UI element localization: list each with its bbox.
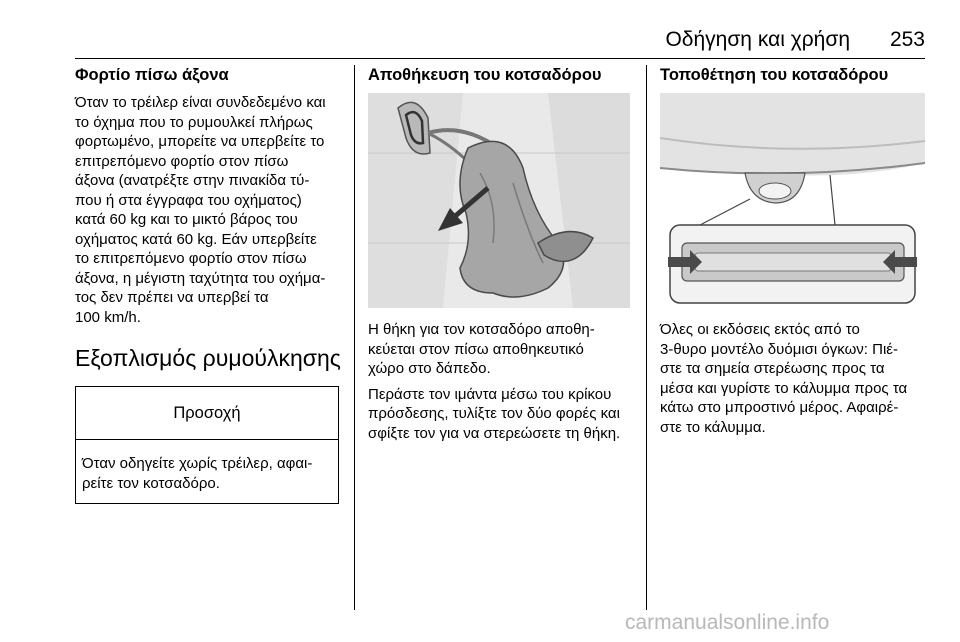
caution-box xyxy=(75,386,339,504)
bumper-cover-illustration xyxy=(660,93,925,308)
storage-heading: Αποθήκευση του κοτσαδόρου xyxy=(368,66,602,84)
column-1 xyxy=(75,65,343,504)
page-header xyxy=(0,28,960,58)
header-title: Οδήγηση και χρήση xyxy=(665,28,850,51)
fitting-heading: Τοποθέτηση του κοτσαδόρου xyxy=(660,66,889,84)
column-divider-1 xyxy=(354,65,355,610)
tow-bar-bag-illustration xyxy=(368,93,630,308)
storage-paragraph-1: Η θήκη για τον κοτσαδόρο αποθη- κεύεται στον πίσω αποθηκευτικό χώρο στο δάπεδο. xyxy=(368,321,595,377)
rear-axle-load-paragraph: Όταν το τρέιλερ είναι συνδεδεμένο και το όχημα που το ρυμουλκεί πλήρως φορτωμένο, μπορείτε να υπερβείτε το επιτρεπόμενο φορτίο στον πίσω άξονα (ανατρέξτε στην πινακίδα τύ- που ή στα έγγραφα του οχήματος) κατά 60 kg και το μικτό βάρος του οχήματος κατά 60 kg. Εάν υπερβείτε το επιτρεπόμενο φορτίο στον πίσω άξονα, η μέγιστη ταχύτητα του οχήμα- τος δεν πρέπει να υπερβεί τα 100 km/h. xyxy=(75,94,326,326)
caution-text: Όταν οδηγείτε χωρίς τρέιλερ, αφαι- ρείτε τον κοτσαδόρο. xyxy=(82,455,313,492)
watermark: carmanualsonline.info xyxy=(625,611,830,634)
towing-equipment-title: Εξοπλισμός ρυμούλκησης xyxy=(75,345,341,371)
storage-paragraph-2: Περάστε τον ιμάντα μέσω του κρίκου πρόσδεσης, τυλίξτε τον δύο φορές και σφίξτε τον για να στερεώσετε τη θήκη. xyxy=(368,385,621,442)
column-3 xyxy=(660,65,928,437)
header-rule xyxy=(75,58,925,59)
page-number: 253 xyxy=(889,28,925,51)
caution-title: Προσοχή xyxy=(76,387,338,440)
column-2 xyxy=(368,65,633,443)
fitting-paragraph: Όλες οι εκδόσεις εκτός από το 3-θυρο μοντέλο δυόμισι όγκων: Πιέ- στε τα σημεία στερέωσης προς τα μέσα και γυρίστε το κάλυμμα προς τα κάτω στο μπροστινό μέρος. Αφαιρέ- στε το κάλυμμα. xyxy=(660,321,908,436)
rear-axle-load-heading: Φορτίο πίσω άξονα xyxy=(75,66,229,84)
column-divider-2 xyxy=(646,65,647,610)
